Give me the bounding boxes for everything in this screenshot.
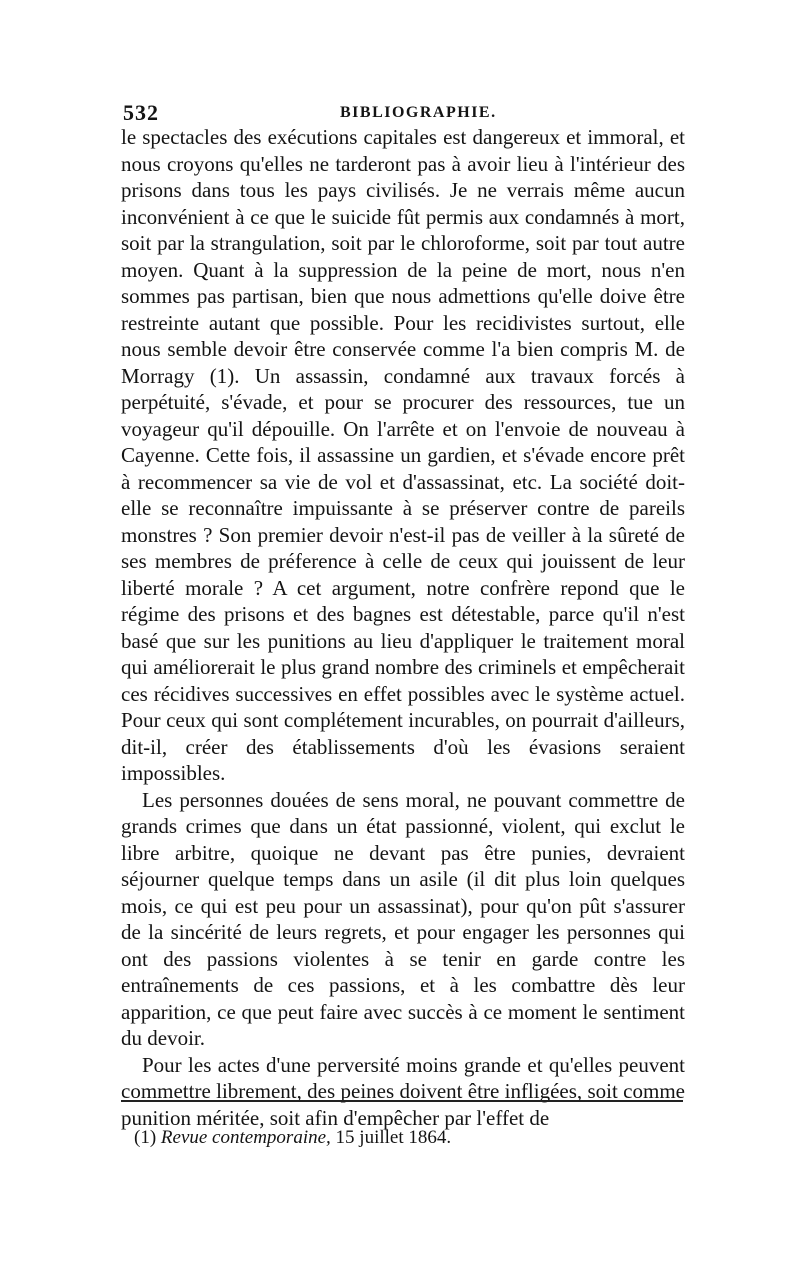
- footnote-date: 15 juillet 1864.: [335, 1127, 452, 1148]
- paragraph-3: Pour les actes d'une perversité moins grande et qu'elles peuvent commettre librement, des peines doivent être infligées, soit comme punition méritée, soit afin d'empêcher par l'effet de: [121, 1052, 685, 1130]
- footnote: [134, 1127, 451, 1149]
- footnote-rule: [121, 1100, 683, 1102]
- paragraph-1: le spectacles des exécutions capitales est dangereux et immoral, et nous croyons qu'elles ne tarderont pas à avoir lieu à l'intérieur des prisons dans tous les pays civilisés. Je ne verrais même aucun inconvénient à ce que le suicide fût permis aux condamnés à mort, soit par la strangulation, soit par le chloroforme, soit par tout autre moyen. Quant à la suppression de la peine de mort, nous n'en sommes pas partisan, bien que nous admettions qu'elle doive être restreinte autant que possible. Pour les recidivistes surtout, elle nous semble devoir être conservée comme l'a bien compris M. de Morragy (1). Un assassin, condamné aux travaux forcés à perpétuité, s'évade, et pour se procurer des ressources, tue un voyageur qu'il dépouille. On l'arrête et on l'envoie de nouveau à Cayenne. Cette fois, il assassine un gardien, et s'évade encore prêt à recommencer sa vie de vol et d'assassinat, etc. La société doit-elle se reconnaître impuissante à se préserver contre de pareils monstres ? Son premier devoir n'est-il pas de veiller à la sûreté de ses membres de préference à celle de ceux qui jouissent de leur liberté morale ? A cet argument, notre confrère repond que le régime des prisons et des bagnes est détestable, parce qu'il n'est basé que sur les punitions au lieu d'appliquer le traitement moral qui améliorerait le plus grand nombre des criminels et empêcherait ces récidives successives en effet possibles avec le système actuel. Pour ceux qui sont complétement incurables, on pourrait d'ailleurs, dit-il, créer des établissements d'où les évasions seraient impossibles.: [121, 125, 685, 785]
- footnote-source-title: Revue contemporaine,: [160, 1127, 331, 1148]
- footnote-marker: (1): [134, 1127, 157, 1148]
- paragraph-2: Les personnes douées de sens moral, ne pouvant commettre de grands crimes que dans un état passionné, violent, qui exclut le libre arbitre, quoique ne devant pas être punies, devraient séjourner quelque temps dans un asile (il dit plus loin quelques mois, ce qui est peu pour un assassinat), pour qu'on pût s'assurer de la sincérité de leurs regrets, et pour engager les personnes qui ont des passions violentes à se tenir en garde contre les entraînements de ces passions, et à les combattre dès leur apparition, ce que peut faire avec succès à ce moment le sentiment du devoir.: [121, 787, 685, 1050]
- running-head: BIBLIOGRAPHIE.: [340, 104, 497, 121]
- page-number: 532: [123, 100, 159, 125]
- body-text: [121, 124, 685, 1131]
